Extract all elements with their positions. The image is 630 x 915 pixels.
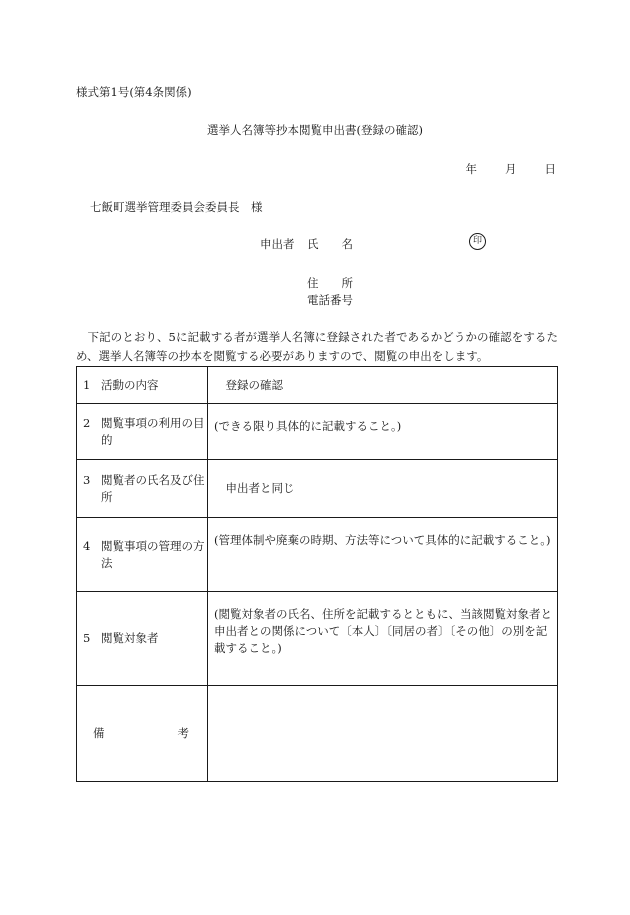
row-1-label-cell [77, 367, 208, 404]
row-label: 活動の内容 [101, 377, 159, 392]
page-title: 選挙人名簿等抄本閲覧申出書(登録の確認) [207, 123, 423, 137]
remarks-label-cell [77, 686, 208, 782]
date-month-label: 月 [505, 162, 517, 176]
row-label: 閲覧者の氏名及び住所 [101, 472, 205, 504]
row-5-content-cell[interactable]: (閲覧対象者の氏名、住所を記載するとともに、当該閲覧対象者と申出者との関係について〔本人〕〔同居の者〕〔その他〕の別を記載すること。) [208, 592, 558, 686]
row-label: 閲覧事項の利用の目的 [101, 415, 205, 447]
address-label: 住 所 [307, 276, 353, 290]
phone-label: 電話番号 [307, 293, 353, 307]
table-row [77, 686, 558, 782]
table-row [77, 518, 558, 592]
row-2-content-cell[interactable]: (できる限り具体的に記載すること。) [208, 404, 558, 460]
row-label: 閲覧事項の管理の方法 [101, 538, 205, 570]
row-5-label-cell [77, 592, 208, 686]
addressee: 七飯町選挙管理委員会委員長 様 [90, 200, 263, 214]
remarks-char-1: 備 [93, 726, 105, 740]
row-4-label-cell [77, 518, 208, 592]
row-number: 4 [83, 538, 91, 553]
date-day-label: 日 [544, 162, 556, 176]
row-number: 1 [83, 377, 91, 392]
form-number: 様式第1号(第4条関係) [76, 85, 192, 99]
seal-mark: 印 [469, 233, 486, 250]
row-3-content-cell[interactable]: 申出者と同じ [208, 460, 558, 518]
row-3-label-cell [77, 460, 208, 518]
name-label: 氏 名 [307, 237, 353, 251]
table-row [77, 460, 558, 518]
table-row [77, 404, 558, 460]
row-label: 閲覧対象者 [101, 631, 159, 645]
intro-paragraph: 下記のとおり、5に記載する者が選挙人名簿に登録された者であるかどうかの確認をするため、選挙人名簿等の抄本を閲覧する必要がありますので、閲覧の申出をします。 [76, 330, 558, 363]
row-4-content-cell[interactable]: (管理体制や廃棄の時期、方法等について具体的に記載すること。) [208, 518, 558, 592]
date-year-label: 年 [465, 162, 477, 176]
table-row [77, 592, 558, 686]
row-number: 2 [83, 415, 91, 430]
remarks-char-2: 考 [177, 726, 189, 740]
table-row [77, 367, 558, 404]
row-1-content-cell[interactable]: 登録の確認 [208, 367, 558, 404]
row-2-label-cell [77, 404, 208, 460]
date-line [466, 161, 557, 177]
row-number: 5 [83, 631, 91, 645]
applicant-label: 申出者 [260, 237, 295, 251]
remarks-content-cell[interactable] [208, 686, 558, 782]
application-table [76, 366, 558, 782]
row-number: 3 [83, 472, 91, 487]
